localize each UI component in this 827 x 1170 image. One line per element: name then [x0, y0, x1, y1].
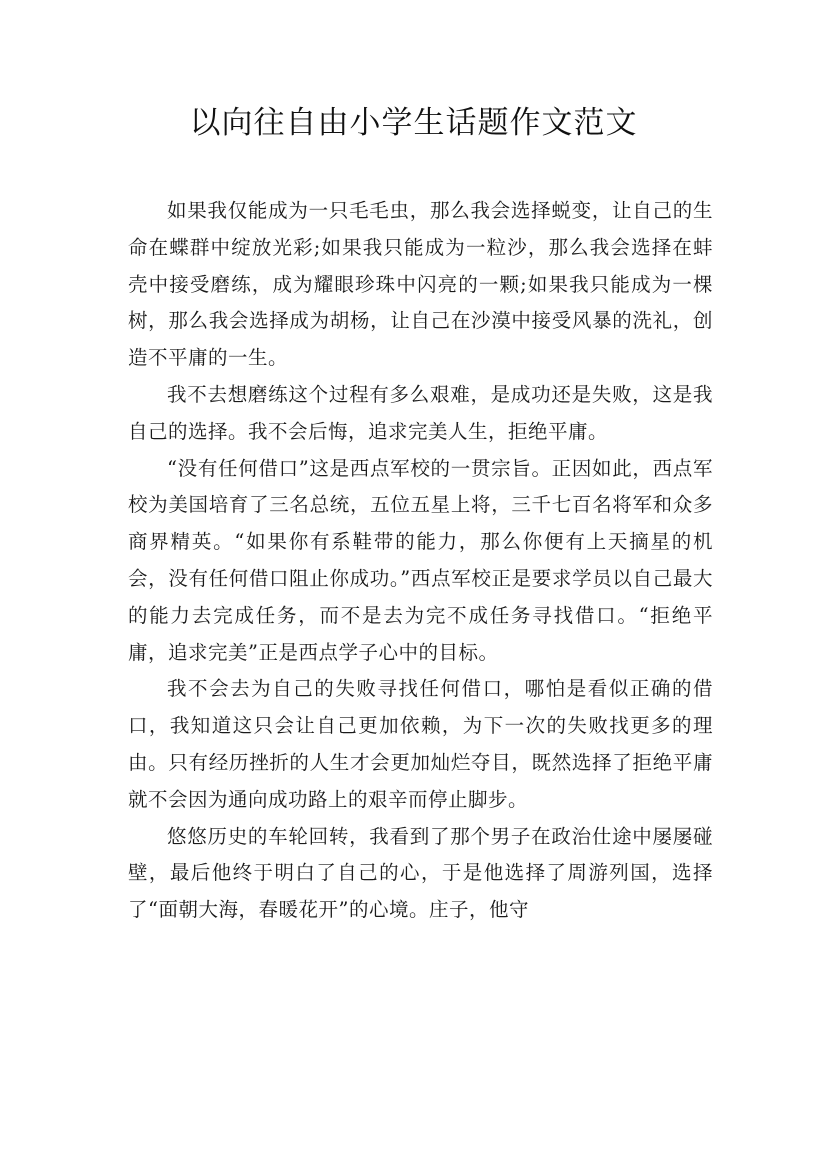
- document-body: [128, 193, 713, 929]
- paragraph-2: 我不去想磨练这个过程有多么艰难，是成功还是失败，这是我自己的选择。我不会后悔，追求完美人生，拒绝平庸。: [128, 382, 713, 443]
- paragraph-4: 我不会去为自己的失败寻找任何借口，哪怕是看似正确的借口，我知道这只会让自己更加依赖，为下一次的失败找更多的理由。只有经历挫折的人生才会更加灿烂夺目，既然选择了拒绝平庸就不会因为通向成功路上的艰辛而停止脚步。: [128, 677, 713, 811]
- document-title: 以向往自由小学生话题作文范文: [189, 105, 638, 141]
- paragraph-3: “没有任何借口”这是西点军校的一贯宗旨。正因如此，西点军校为美国培育了三名总统，五位五星上将，三千七百名将军和众多商界精英。“如果你有系鞋带的能力，那么你便有上天摘星的机会，没有任何借口阻止你成功。”西点军校正是要求学员以自己最大的能力去完成任务，而不是去为完不成任务寻找借口。“拒绝平庸，追求完美”正是西点学子心中的目标。: [128, 456, 713, 664]
- paragraph-1: 如果我仅能成为一只毛毛虫，那么我会选择蜕变，让自己的生命在蝶群中绽放光彩;如果我只能成为一粒沙，那么我会选择在蚌壳中接受磨练，成为耀眼珍珠中闪亮的一颗;如果我只能成为一棵树，那么我会选择成为胡杨，让自己在沙漠中接受风暴的洗礼，创造不平庸的一生。: [128, 199, 713, 370]
- paragraph-5: 悠悠历史的车轮回转，我看到了那个男子在政治仕途中屡屡碰壁，最后他终于明白了自己的心，于是他选择了周游列国，选择了“面朝大海，春暖花开”的心境。庄子，他守: [128, 824, 713, 922]
